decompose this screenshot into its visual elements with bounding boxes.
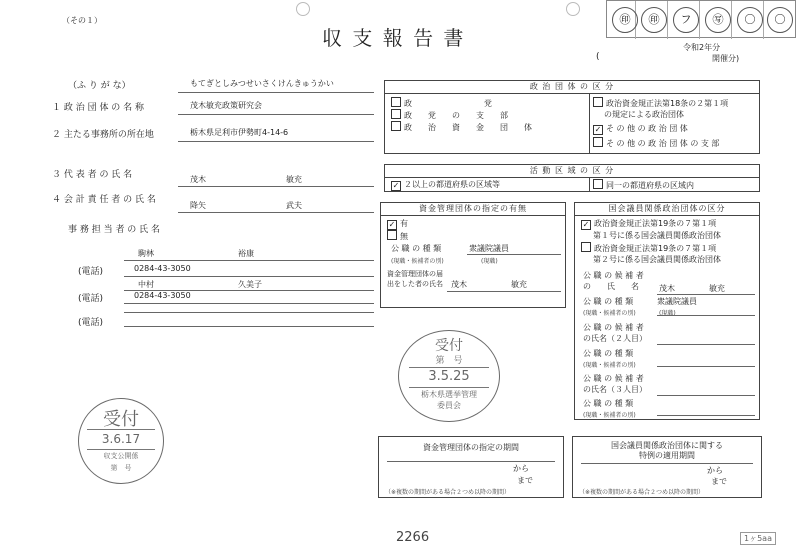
seal-mark: 〇 <box>737 7 763 33</box>
fund-current: (現職) <box>481 258 498 265</box>
stamp-center-no: 第 号 <box>435 356 463 366</box>
area-multi-prefecture: ２以上の都道府県の区域等 <box>404 180 500 189</box>
diet-option1-cont: 第１号に係る国会議員関係政治団体 <box>593 231 721 240</box>
fund-notifier-label2: 出をした者の氏名 <box>387 280 443 288</box>
category-article18: 政治資金規正法第18条の２第１項 <box>606 99 729 108</box>
stamp-center-org1: 栃木県選挙管理 <box>421 390 477 399</box>
phone-label: (電話) <box>78 318 104 328</box>
political-category-box: 政 治 団 体 の 区 分 政 党 政 党 の 支 部 政 治 資 金 団 体 政治資金規正法第18条の２第１項 の規定による政治団体 ✓ そ の 他 の 政 治 団 体 そ の 他 の 政 治 団 体 の 支 部 <box>384 80 760 154</box>
category-other-branch: そ の 他 の 政 治 団 体 の 支 部 <box>606 139 720 148</box>
report-year: 令和2年分 <box>683 43 721 52</box>
paren-mark: ( <box>596 52 600 62</box>
diet-period-title2: 特例の適用期間 <box>639 451 695 460</box>
office-label: ２ 主たる事務所の所在地 <box>52 130 154 140</box>
diet-member-title: 国会議員関係政治団体の区分 <box>575 203 759 216</box>
category-party-branch: 政 党 の 支 部 <box>404 111 508 120</box>
activity-area-box: 活 動 区 域 の 区 分 ✓ ２以上の都道府県の区域等 同一の都道府県の区域内 <box>384 164 760 192</box>
category-party: 政 党 <box>404 99 492 108</box>
fund-post-label: 公 職 の 種 類 <box>391 244 442 253</box>
diet-member-box: 国会議員関係政治団体の区分 ✓ 政治資金規正法第19条の７第１項 第１号に係る国会議員関係政治団体 政治資金規正法第19条の７第１項 第２号に係る国会議員関係政治団体 公 職 の 候 補 者 の 氏 名 茂木 敏充 公 職 の 種 類 衆議院議員 (現職・候補者の別) (現職) 公 職 の 候 補 者 の氏名（２人目） 公 職 の 種 類 (現職・候補者の別) 公 職 の 候 補 者 の氏名（３人目） 公 職 の 種 類 (現職・候補者の別) <box>574 202 760 420</box>
diet-period-box <box>572 436 762 498</box>
staff2-given-name: 久美子 <box>238 280 262 289</box>
accountant-given-name: 武夫 <box>286 201 302 210</box>
category-funding-body: 政 治 資 金 団 体 <box>404 123 532 132</box>
staff2-family-name: 中村 <box>138 280 154 289</box>
stamp-left-org: 収支公開係 <box>103 452 139 460</box>
corner-note: 1ヶ5aa <box>740 532 776 545</box>
diet-candidate-note: (現職・候補者の別) <box>583 310 636 317</box>
fund-notifier-family: 茂木 <box>451 280 467 289</box>
fund-period-to: まで <box>517 476 533 485</box>
org-name-label: １ 政 治 団 体 の 名 称 <box>52 103 145 113</box>
diet-option2: 政治資金規正法第19条の７第１項 <box>594 244 717 253</box>
seal-mark: ㊞ <box>612 7 638 33</box>
fund-notifier-label1: 資金管理団体の届 <box>387 270 443 278</box>
category-article18-cont: の規定による政治団体 <box>604 110 684 119</box>
diet-post-value: 衆議院議員 <box>657 297 697 306</box>
phone-label: (電話) <box>78 267 104 277</box>
furigana-value: もてぎとしみつせいさくけんきゅうかい <box>190 79 334 88</box>
diet-candidate2-label2: の氏名（２人目） <box>583 334 647 343</box>
accountant-family-name: 降矢 <box>190 201 206 210</box>
stamp-left-no: 第 号 <box>110 464 132 472</box>
fund-candidate-note: (現職・候補者の別) <box>391 258 444 265</box>
stamp-left-date: 3.6.17 <box>101 432 141 446</box>
report-period: 開催分) <box>712 54 740 63</box>
reception-stamp-left <box>78 398 164 484</box>
diet-post-label: 公 職 の 種 類 <box>583 297 634 306</box>
diet-period-to: まで <box>711 477 727 486</box>
staff2-phone: 0284-43-3050 <box>134 291 191 300</box>
diet-candidate-note: (現職・候補者の別) <box>583 362 636 369</box>
seal-mark: ㊞ <box>641 7 667 33</box>
diet-period-note: （※複数の期間がある場合２つめ以降の期間） <box>579 489 705 496</box>
diet-option1: 政治資金規正法第19条の７第１項 <box>594 219 717 228</box>
fund-no: 無 <box>400 232 408 241</box>
staff1-family-name: 駒林 <box>138 249 154 258</box>
form-number: （その１） <box>62 16 102 25</box>
page-number: 2266 <box>396 530 430 545</box>
reception-stamp-center <box>398 330 500 422</box>
punch-hole <box>296 2 310 16</box>
accountant-label: ４ 会 計 責 任 者 の 氏 名 <box>52 195 156 205</box>
staff1-given-name: 裕康 <box>238 249 254 258</box>
seal-mark: フ <box>673 7 699 33</box>
diet-period-from: から <box>707 466 723 475</box>
diet-candidate2-label1: 公 職 の 候 補 者 <box>583 323 644 332</box>
fund-period-from: から <box>513 464 529 473</box>
staff-label: 事 務 担 当 者 の 氏 名 <box>68 225 161 235</box>
stamp-left-main: 受付 <box>103 409 139 430</box>
seal-mark: ㊢ <box>705 7 731 33</box>
diet-period-title1: 国会議員関係政治団体に関する <box>611 441 723 450</box>
diet-post-label: 公 職 の 種 類 <box>583 349 634 358</box>
staff1-phone: 0284-43-3050 <box>134 264 191 273</box>
diet-candidate3-label1: 公 職 の 候 補 者 <box>583 374 644 383</box>
diet-candidate-note: (現職・候補者の別) <box>583 412 636 419</box>
fund-period-box <box>378 436 564 498</box>
representative-given-name: 敏充 <box>286 175 302 184</box>
political-category-title: 政 治 団 体 の 区 分 <box>385 81 759 94</box>
fund-management-title: 資金管理団体の指定の有無 <box>381 203 565 216</box>
phone-label: (電話) <box>78 294 104 304</box>
stamp-center-date: 3.5.25 <box>428 369 470 384</box>
stamp-center-main: 受付 <box>435 338 463 354</box>
diet-candidate3-label2: の氏名（３人目） <box>583 385 647 394</box>
fund-post-value: 衆議院議員 <box>469 244 509 253</box>
org-name-value: 茂木敏充政策研究会 <box>190 101 262 110</box>
fund-management-box: 資金管理団体の指定の有無 ✓ 有 無 公 職 の 種 類 衆議院議員 (現職・候補者の別) (現職) 資金管理団体の届 出をした者の氏名 茂木 敏充 <box>380 202 566 308</box>
diet-option2-cont: 第２号に係る国会議員関係政治団体 <box>593 255 721 264</box>
category-other: そ の 他 の 政 治 団 体 <box>606 124 688 133</box>
seal-mark: 〇 <box>767 7 793 33</box>
diet-candidate1-family: 茂木 <box>659 284 675 293</box>
fund-yes: 有 <box>400 219 408 228</box>
fund-period-title: 資金管理団体の指定の期間 <box>423 443 519 452</box>
furigana-label: （ふ り が な） <box>68 81 131 91</box>
stamp-center-org2: 委員会 <box>437 401 461 410</box>
diet-candidate1-given: 敏充 <box>709 284 725 293</box>
diet-post-label: 公 職 の 種 類 <box>583 399 634 408</box>
activity-area-title: 活 動 区 域 の 区 分 <box>385 165 759 178</box>
punch-hole <box>566 2 580 16</box>
area-single-prefecture: 同一の都道府県の区域内 <box>606 181 694 190</box>
diet-candidate1-label1: 公 職 の 候 補 者 <box>583 271 644 280</box>
fund-notifier-given: 敏充 <box>511 280 527 289</box>
page-title: 収 支 報 告 書 <box>322 26 466 50</box>
representative-family-name: 茂木 <box>190 175 206 184</box>
diet-candidate1-label2: の 氏 名 <box>583 282 639 291</box>
reception-marks-grid <box>606 0 796 38</box>
office-value: 栃木県足利市伊勢町4-14-6 <box>190 128 289 137</box>
representative-label: ３ 代 表 者 の 氏 名 <box>52 170 133 180</box>
fund-period-note: （※複数の期間がある場合２つめ以降の期間） <box>385 489 511 496</box>
diet-current: (現職) <box>659 310 676 317</box>
